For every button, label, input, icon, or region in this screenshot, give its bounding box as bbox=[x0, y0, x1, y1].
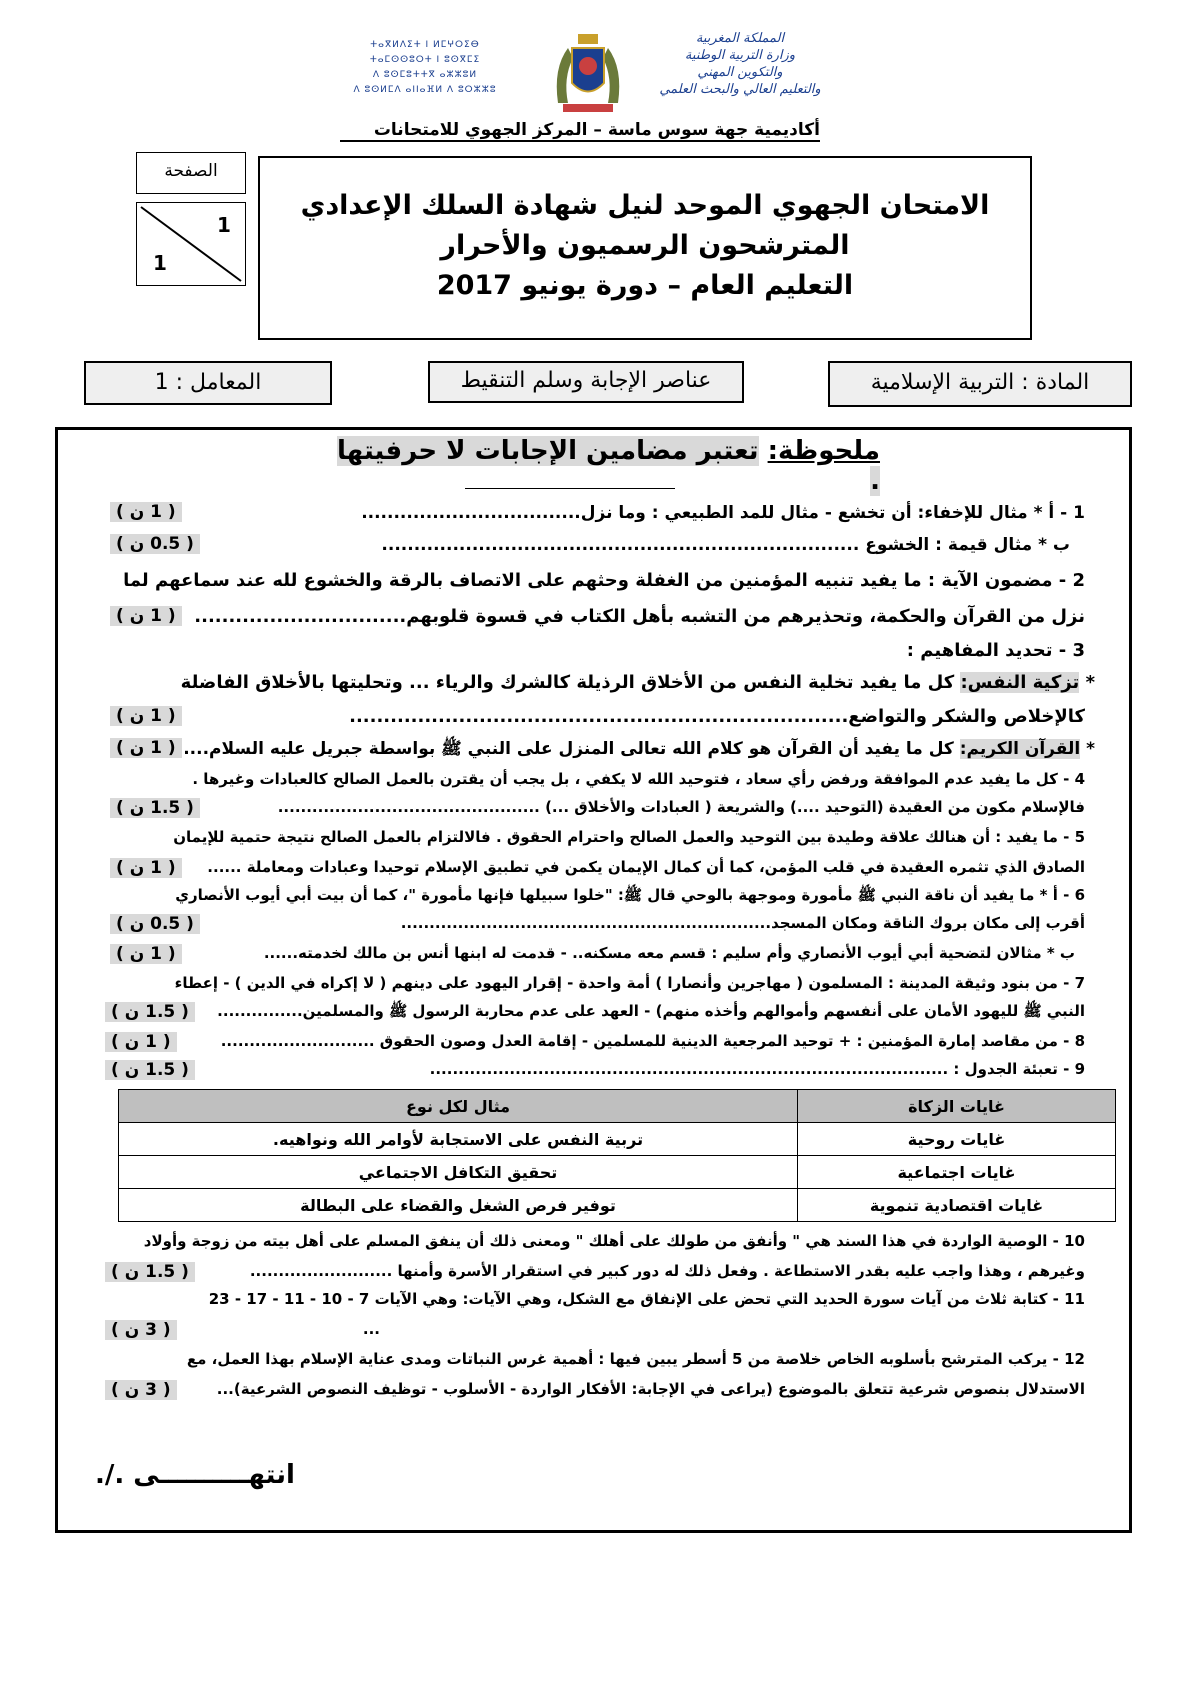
ministry-line: والتكوين المهني bbox=[697, 65, 783, 80]
answer-6a-line2: أقرب إلى مكان بروك الناقة ومكان المسجد................................................................. bbox=[400, 914, 1085, 932]
academy-name: أكاديمية جهة سوس ماسة – المركز الجهوي للامتحانات bbox=[340, 120, 820, 142]
score-4: ( 1.5 ن ) bbox=[110, 798, 200, 818]
note-divider bbox=[465, 488, 675, 489]
score-10: ( 1.5 ن ) bbox=[105, 1262, 195, 1282]
score-2: ( 1 ن ) bbox=[110, 606, 182, 626]
page-number: 1 bbox=[217, 213, 231, 237]
answer-1b: ب * مثال قيمة : الخشوع .......................................................................... bbox=[381, 535, 1070, 555]
score-1a: ( 1 ن ) bbox=[110, 502, 182, 522]
term-quran: القرآن الكريم: bbox=[959, 739, 1081, 759]
term-tazkia: تزكية النفس: bbox=[960, 672, 1080, 693]
score-9: ( 1.5 ن ) bbox=[105, 1060, 195, 1080]
zakat-goals-table bbox=[118, 1089, 1116, 1222]
answer-3-tazkia: * تزكية النفس: كل ما يفيد تخلية النفس من الأخلاق الرذيلة كالشرك والرياء ... وتحليتها بالأخلاق الفاضلة bbox=[180, 672, 1095, 693]
answer-12-line1: 12 - يركب المترشح بأسلوبه الخاص خلاصة من 5 أسطر يبين فيها : أهمية غرس النباتات ومدى عناية الإسلام بهذا العمل، مع bbox=[186, 1350, 1085, 1368]
subject: المادة : التربية الإسلامية bbox=[870, 370, 1090, 395]
ministry-line: المملكة المغربية bbox=[695, 31, 785, 46]
coefficient-box bbox=[84, 361, 332, 405]
answer-6b: ب * مثالان لتضحية أبي أيوب الأنصاري وأم سليم : قسم معه مسكنه.. - قدمت له ابنها أنس بن مالك لخدمته...... bbox=[263, 944, 1075, 962]
end-marker: انتهــــــــــى ./. bbox=[95, 1460, 295, 1490]
ministry-line: والتعليم العالي والبحث العلمي bbox=[659, 82, 821, 97]
tifinagh-ministry-name bbox=[320, 38, 530, 98]
score-7: ( 1.5 ن ) bbox=[105, 1002, 195, 1022]
score-1b: ( 0.5 ن ) bbox=[110, 534, 200, 554]
coat-of-arms-emblem bbox=[548, 28, 628, 118]
answer-5-line1: 5 - ما يفيد : أن هنالك علاقة وطيدة بين التوحيد والعمل الصالح واحترام الحقوق . فالالتزام بالعمل الصالح نتيجة حتمية للإيمان bbox=[173, 828, 1085, 846]
answer-5-line2: الصادق الذي تثمره العقيدة في قلب المؤمن، كما أن كمال الإيمان يكمن في تطبيق الإسلام توحيدا وعبادات ومعاملة ...... bbox=[207, 858, 1085, 876]
note-label: ملحوظة: bbox=[767, 436, 880, 466]
table-cell: غايات روحية bbox=[798, 1123, 1116, 1156]
score-3a: ( 1 ن ) bbox=[110, 706, 182, 726]
tifinagh-line: ⵜⴰⵎⵙⵙⵓⵔⵜ ⵏ ⵓⵙⴳⵎⵉ bbox=[369, 55, 481, 65]
answer-9: 9 - تعبئة الجدول : ........................................................................................... bbox=[429, 1060, 1085, 1078]
answer-3-tazkia-cont: كالإخلاص والشكر والتواضع......................................................................... bbox=[349, 706, 1085, 727]
answer-11-line1: 11 - كتابة ثلاث من آيات سورة الحديد التي تحض على الإنفاق مع الشكل، وهي الآيات: وهي الآيات 7 - 10 - 11 - 17 - 23 bbox=[208, 1290, 1085, 1308]
tifinagh-line: ⵜⴰⴳⵍⴷⵉⵜ ⵏ ⵍⵎⵖⵔⵉⴱ bbox=[370, 40, 480, 50]
table-header: مثال لكل نوع bbox=[119, 1090, 798, 1123]
ministry-line: وزارة التربية الوطنية bbox=[684, 48, 796, 63]
answer-10-line2: وغيرهم ، وهذا واجب عليه بقدر الاستطاعة . وفعل ذلك له دور كبير في استقرار الأسرة وأمنها ......................... bbox=[249, 1262, 1085, 1280]
doc-type: عناصر الإجابة وسلم التنقيط bbox=[460, 368, 712, 393]
score-6a: ( 0.5 ن ) bbox=[110, 914, 200, 934]
exam-title: الامتحان الجهوي الموحد لنيل شهادة السلك الإعدادي bbox=[300, 190, 990, 221]
answer-3-quran: * القرآن الكريم: كل ما يفيد أن القرآن هو كلام الله تعالى المنزل على النبي ﷺ بواسطة جبريل عليه السلام.... bbox=[183, 739, 1095, 759]
answer-4-line1: 4 - كل ما يفيد عدم الموافقة ورفض رأي سعاد ، فتوحيد الله لا يكفي ، بل يجب أن يقترن بالعمل الصالح كالعبادات وغيرها . bbox=[192, 770, 1085, 788]
coefficient: المعامل : 1 bbox=[154, 370, 262, 395]
answer-8: 8 - من مقاصد إمارة المؤمنين : + توحيد المرجعية الدينية للمسلمين - إقامة العدل وصون الحقوق ........................... bbox=[220, 1032, 1085, 1050]
answer-1a: 1 - أ * مثال للإخفاء: أن تخشع - مثال للمد الطبيعي : وما نزل.................................. bbox=[361, 503, 1085, 523]
definition-quran: كل ما يفيد أن القرآن هو كلام الله تعالى المنزل على النبي ﷺ بواسطة جبريل عليه السلام.... bbox=[183, 739, 954, 759]
score-11: ( 3 ن ) bbox=[105, 1320, 177, 1340]
tifinagh-line: ⴷ ⵓⵙⵍⵎⴷ ⴰⵏⵏⴰⴼⵍ ⴷ ⵓⵔⵣⵣⵓ bbox=[353, 85, 497, 95]
note bbox=[320, 436, 880, 496]
score-5: ( 1 ن ) bbox=[110, 858, 182, 878]
score-8: ( 1 ن ) bbox=[105, 1032, 177, 1052]
answer-4-line2: فالإسلام مكون من العقيدة (التوحيد ....) والشريعة ( العبادات والأخلاق ...) .............................................. bbox=[277, 798, 1085, 816]
score-3b: ( 1 ن ) bbox=[110, 738, 182, 758]
answer-11-line2: ... bbox=[362, 1320, 380, 1338]
page-number-box bbox=[136, 202, 246, 286]
answer-12-line2: الاستدلال بنصوص شرعية تتعلق بالموضوع (يراعى في الإجابة: الأفكار الواردة - الأسلوب - توظيف النصوص الشرعية)... bbox=[216, 1380, 1085, 1398]
table-cell: غايات اقتصادية تنموية bbox=[798, 1189, 1116, 1222]
answer-2-line2: نزل من القرآن والحكمة، وتحذيرهم من التشبه بأهل الكتاب في قسوة قلوبهم............................... bbox=[194, 606, 1085, 627]
answer-10-line1: 10 - الوصية الواردة في هذا السند هي " وأنفق من طولك على أهلك " ومعنى ذلك أن ينفق المسلم على أهل بيته من زوجة وأولاد bbox=[143, 1232, 1085, 1250]
note-text: تعتبر مضامين الإجابات لا حرفيتها . bbox=[337, 436, 880, 496]
table-cell: توفير فرص الشغل والقضاء على البطالة bbox=[119, 1189, 798, 1222]
table-cell: تربية النفس على الاستجابة لأوامر الله ونواهيه. bbox=[119, 1123, 798, 1156]
subject-box bbox=[828, 361, 1132, 407]
table-row bbox=[119, 1189, 1116, 1222]
table-cell: تحقيق التكافل الاجتماعي bbox=[119, 1156, 798, 1189]
table-cell: غايات اجتماعية bbox=[798, 1156, 1116, 1189]
score-6b: ( 1 ن ) bbox=[110, 944, 182, 964]
table-header: غايات الزكاة bbox=[798, 1090, 1116, 1123]
exam-candidates: المترشحون الرسميون والأحرار bbox=[440, 230, 850, 261]
page-total: 1 bbox=[153, 251, 167, 275]
answer-6a-line1: 6 - أ * ما يفيد أن ناقة النبي ﷺ مأمورة وموجهة بالوحي قال ﷺ: "خلوا سبيلها فإنها مأمورة "، كما أن بيت أبي أيوب الأنصاري bbox=[175, 886, 1085, 904]
table-row bbox=[119, 1123, 1116, 1156]
answer-2-line1: 2 - مضمون الآية : ما يفيد تنبيه المؤمنين من الغفلة وحثهم على الاتصاف بالرقة والخشوع لله عند سماعهم لما bbox=[123, 570, 1085, 591]
doc-type-box bbox=[428, 361, 744, 403]
exam-session: التعليم العام – دورة يونيو 2017 bbox=[436, 270, 854, 301]
table-header-row bbox=[119, 1090, 1116, 1123]
table-row bbox=[119, 1156, 1116, 1189]
page-label: الصفحة bbox=[164, 161, 218, 181]
answer-7-line1: 7 - من بنود وثيقة المدينة : المسلمون ( مهاجرين وأنصارا ) أمة واحدة - إقرار اليهود على دينهم ( لا إكراه في الدين ) - إعطاء bbox=[174, 974, 1085, 992]
answer-7-line2: النبي ﷺ لليهود الأمان على أنفسهم وأموالهم وأخذه منهم) - العهد على عدم محاربة الرسول ﷺ والمسلمين............... bbox=[217, 1002, 1085, 1020]
exam-title-box bbox=[258, 156, 1032, 340]
answer-3-heading: 3 - تحديد المفاهيم : bbox=[906, 640, 1085, 661]
ministry-name-arabic bbox=[625, 30, 855, 98]
score-12: ( 3 ن ) bbox=[105, 1380, 177, 1400]
definition-tazkia: كل ما يفيد تخلية النفس من الأخلاق الرذيلة كالشرك والرياء ... وتحليتها بالأخلاق الفاضلة bbox=[180, 672, 955, 693]
page-label-box bbox=[136, 152, 246, 194]
tifinagh-line: ⴷ ⵓⵙⵎⵓⵜⵜⴳ ⴰⵣⵣⵓⵍ bbox=[372, 70, 478, 80]
